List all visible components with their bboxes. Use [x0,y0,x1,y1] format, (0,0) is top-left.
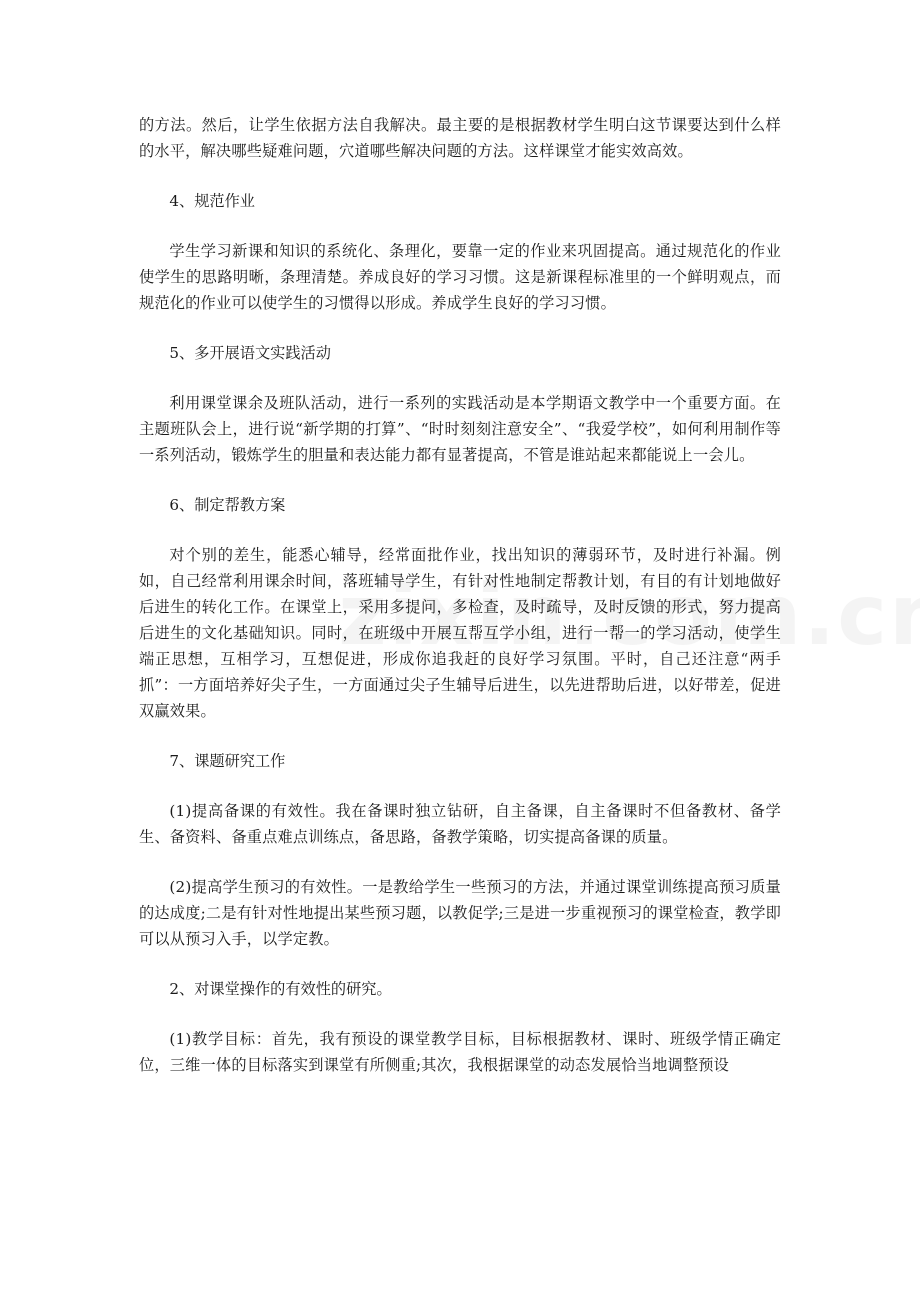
heading-tutoring-plan: 6、制定帮教方案 [169,496,286,514]
heading-practice-activities: 5、多开展语文实践活动 [169,344,331,362]
paragraph-activities: 利用课堂课余及班队活动，进行一系列的实践活动是本学期语文教学中一个重要方面。在主题班队会上，进行说“新学期的打算”、“时时刻刻注意安全”、“我爱学校”，如何利用制作等一系列活动，锻炼学生的胆量和表达能力都有显著提高，不管是谁站起来都能说上一会儿。 [139,394,781,464]
paragraph-lesson-prep: (1)提高备课的有效性。我在备课时独立钻研，自主备课，自主备课时不但备教材、备学生、备资料、备重点难点训练点，备思路，备教学策略，切实提高备课的质量。 [139,802,781,846]
paragraph-homework: 学生学习新课和知识的系统化、条理化，要靠一定的作业来巩固提高。通过规范化的作业使学生的思路明晰，条理清楚。养成良好的学习习惯。这是新课程标准里的一个鲜明观点，而规范化的作业可以使学生的习惯得以形成。养成学生良好的学习习惯。 [139,242,781,312]
paragraph-preview: (2)提高学生预习的有效性。一是教给学生一些预习的方法，并通过课堂训练提高预习质量的达成度;二是有针对性地提出某些预习题，以教促学;三是进一步重视预习的课堂检查，教学即可以从预习入手，以学定教。 [139,878,781,948]
heading-classroom-research: 2、对课堂操作的有效性的研究。 [169,980,392,998]
paragraph-teaching-goals: (1)教学目标：首先，我有预设的课堂教学目标，目标根据教材、课时、班级学情正确定位，三维一体的目标落实到课堂有所侧重;其次，我根据课堂的动态发展恰当地调整预设 [139,1030,781,1074]
paragraph-tutoring: 对个别的差生，能悉心辅导，经常面批作业，找出知识的薄弱环节，及时进行补漏。例如，自己经常利用课余时间，落班辅导学生，有针对性地制定帮教计划，有目的有计划地做好后进生的转化工作。在课堂上，采用多提问，多检查，及时疏导，及时反馈的形式，努力提高后进生的文化基础知识。同时，在班级中开展互帮互学小组，进行一帮一的学习活动，使学生端正思想，互相学习，互想促进，形成你追我赶的良好学习氛围。平时，自己还注意“两手抓”：一方面培养好尖子生，一方面通过尖子生辅导后进生，以先进帮助后进，以好带差，促进双赢效果。 [139,546,781,720]
heading-standardize-homework: 4、规范作业 [169,192,255,210]
paragraph-method: 的方法。然后，让学生依据方法自我解决。最主要的是根据教材学生明白这节课要达到什么样的水平，解决哪些疑难问题，穴道哪些解决问题的方法。这样课堂才能实效高效。 [139,116,781,160]
heading-research-work: 7、课题研究工作 [169,752,286,770]
document-body [139,112,781,1078]
